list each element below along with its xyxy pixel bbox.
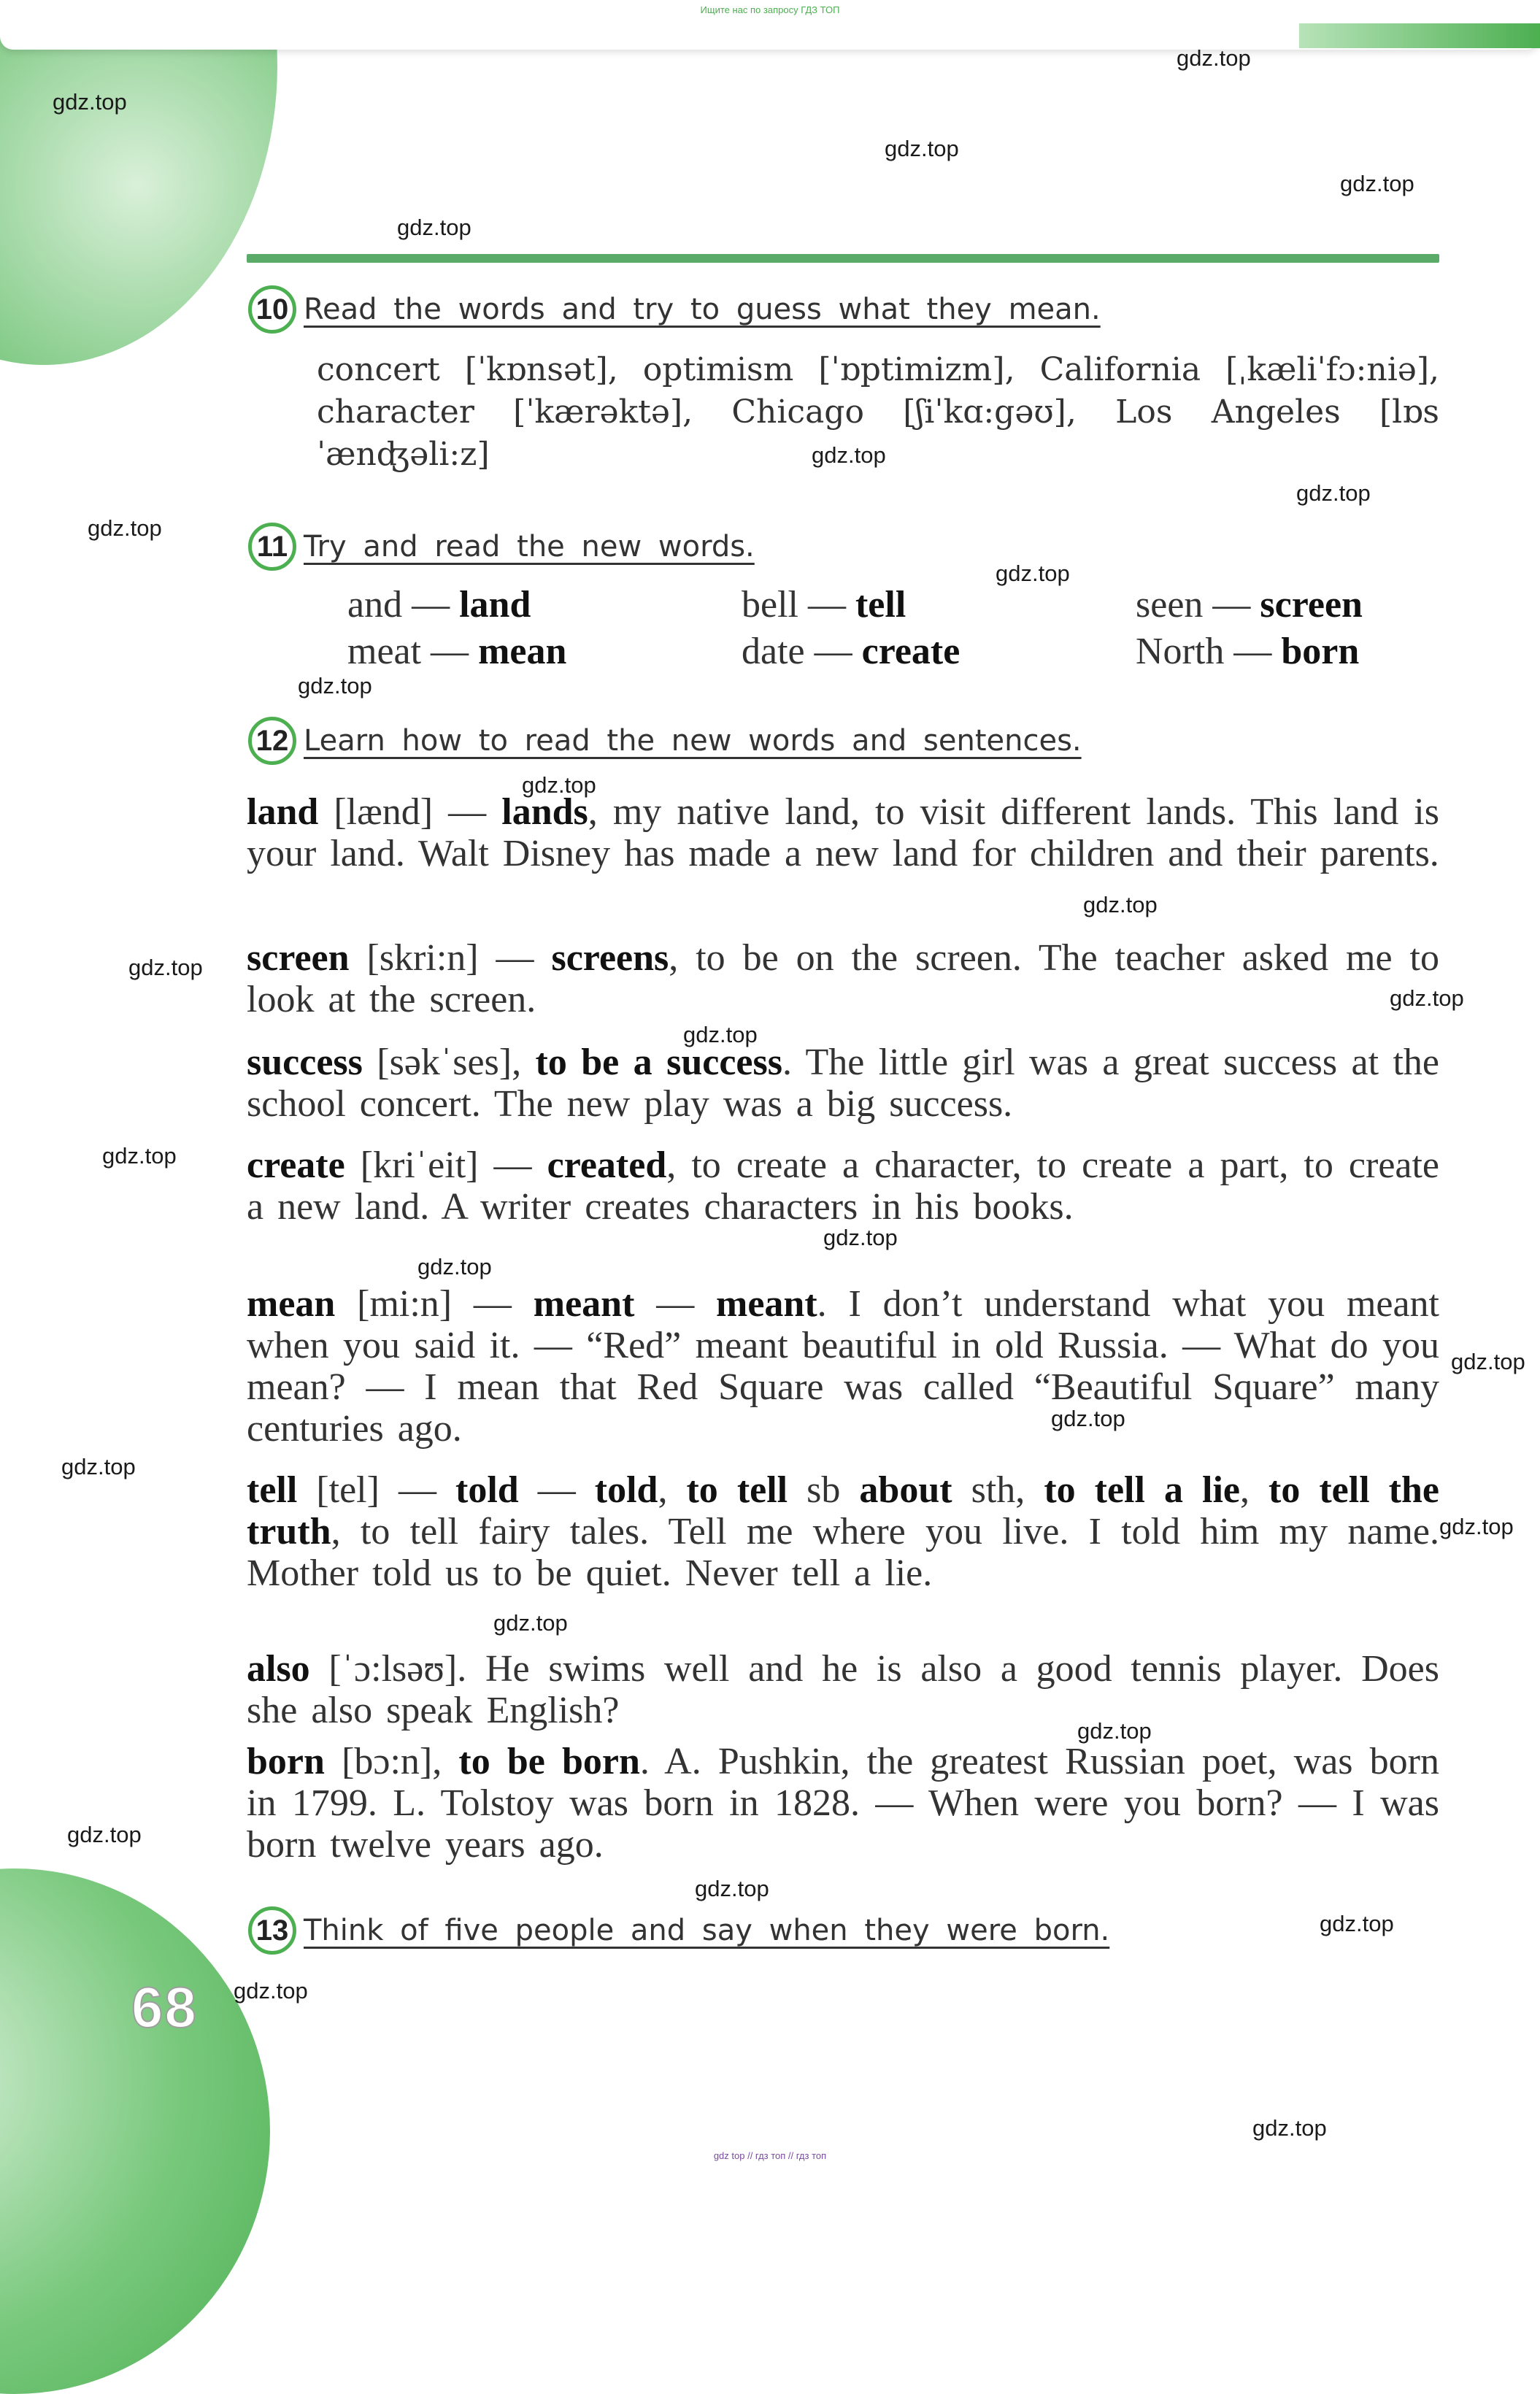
watermark-text: gdz.top: [695, 1876, 769, 1901]
watermark-text: gdz.top: [823, 1225, 898, 1250]
vocab-entry: [247, 937, 1439, 1020]
word-pair: date — create: [742, 631, 960, 672]
exercise-12-header: [248, 714, 1082, 768]
watermark-text: gdz.top: [234, 1978, 308, 2004]
vocab-text: ,: [658, 1469, 687, 1511]
watermark-text: gdz.top: [1077, 1718, 1152, 1744]
exercise-number-badge: 12: [248, 717, 296, 765]
watermark-text: gdz.top: [1177, 45, 1251, 71]
word-pair: North — born: [1136, 631, 1360, 672]
word-pair: meat — mean: [347, 631, 567, 672]
vocab-text: —: [634, 1283, 717, 1325]
exercise-10-text: concert [ˈkɒnsət], optimism [ˈɒptimizm], California [ˌkæliˈfɔ:niə], character [ˈkærəktə], Chicago [ʃiˈkɑ:gəʊ], Los Angeles [lɒs ˈænʤəli:z]: [317, 351, 1439, 473]
watermark-text: gdz.top: [885, 136, 959, 161]
vocab-text: [ˈɔ:lsəʊ]. He swims well and he is also a good tennis player. Does she also speak English?: [247, 1648, 1439, 1731]
watermark-text: gdz.top: [128, 955, 203, 980]
vocab-keyword: meant: [533, 1283, 635, 1325]
watermark-text: gdz.top: [1051, 1406, 1125, 1431]
vocab-keyword: meant: [716, 1283, 817, 1325]
exercise-number-badge: 11: [248, 523, 296, 571]
vocab-keyword: to tell: [686, 1469, 788, 1511]
watermark-text: gdz.top: [1451, 1349, 1525, 1374]
watermark-text: gdz.top: [53, 89, 127, 115]
vocab-keyword: told: [455, 1469, 519, 1511]
vocab-keyword: to tell a lie: [1044, 1469, 1240, 1511]
word-pairs-grid: [347, 584, 1471, 673]
corner-decoration-top-left: [0, 0, 277, 365]
vocab-keyword: created: [547, 1144, 667, 1186]
bottom-note: gdz top // гдз топ // гдз топ: [713, 2150, 827, 2161]
top-green-strip: [1299, 23, 1540, 48]
vocab-entry: [247, 1144, 1439, 1228]
vocab-keyword: success: [247, 1042, 363, 1083]
watermark-text: gdz.top: [1320, 1911, 1394, 1936]
vocab-keyword: tell: [247, 1469, 298, 1511]
vocab-text: [səkˈses],: [362, 1042, 536, 1083]
watermark-text: gdz.top: [61, 1454, 136, 1479]
vocab-keyword: also: [247, 1648, 310, 1690]
section-divider: [247, 254, 1439, 263]
vocab-text: —: [518, 1469, 595, 1511]
exercise-11-header: [248, 520, 755, 574]
exercise-number-badge: 13: [248, 1906, 296, 1955]
vocab-keyword: land: [247, 791, 319, 833]
watermark-text: gdz.top: [1083, 892, 1158, 917]
vocab-text: , to tell fairy tales. Tell me where you live. I told him my name. Mother told us to be quiet. Never tell a lie.: [247, 1511, 1439, 1594]
watermark-text: gdz.top: [298, 673, 372, 698]
watermark-text: gdz.top: [1252, 2115, 1327, 2141]
vocab-keyword: to be born: [458, 1741, 640, 1782]
watermark-text: gdz.top: [493, 1610, 568, 1636]
vocab-keyword: to tell the truth: [247, 1469, 1439, 1552]
vocab-keyword: to be a success: [535, 1042, 782, 1083]
word-pair: and — land: [347, 584, 531, 626]
vocab-text: . A. Pushkin, the greatest Russian poet, was born in 1799. L. Tolstoy was born in 1828. — When were you born? — I was born twelve years ago.: [247, 1741, 1439, 1866]
vocab-keyword: screen: [247, 937, 350, 979]
exercise-10-header: [248, 282, 1101, 336]
vocab-text: sth,: [952, 1469, 1044, 1511]
vocab-text: . I don’t understand what you meant when you said it. — “Red” meant beautiful in old Russia. — What do you mean? — I mean that Red Square was called “Beautiful Square” many centuries ago.: [247, 1283, 1439, 1450]
vocab-keyword: mean: [247, 1283, 336, 1325]
watermark-text: gdz.top: [683, 1022, 758, 1047]
exercise-title: Read the words and try to guess what they mean.: [304, 293, 1101, 326]
vocab-entry: [247, 1042, 1439, 1125]
vocab-text: [skri:n] —: [349, 937, 552, 979]
watermark-text: gdz.top: [88, 515, 162, 541]
watermark-text: gdz.top: [397, 215, 471, 240]
vocab-text: , my native land, to visit different lands. This land is your land. Walt Disney has made a new land for children and their parents.: [247, 791, 1439, 874]
watermark-text: gdz.top: [1439, 1514, 1514, 1539]
vocab-entry: [247, 1648, 1439, 1731]
exercise-title: Try and read the new words.: [304, 530, 755, 563]
watermark-text: gdz.top: [417, 1254, 492, 1279]
vocab-entry: [247, 1469, 1439, 1594]
vocab-text: [bɔ:n],: [324, 1741, 459, 1782]
exercise-title: Think of five people and say when they were born.: [304, 1914, 1110, 1947]
vocab-keyword: told: [594, 1469, 658, 1511]
vocab-keyword: born: [247, 1741, 325, 1782]
watermark-text: gdz.top: [1340, 171, 1414, 196]
vocab-keyword: about: [859, 1469, 952, 1511]
vocab-keyword: lands: [501, 791, 588, 833]
vocab-text: [kriˈeit] —: [344, 1144, 547, 1186]
watermark-text: gdz.top: [67, 1822, 142, 1847]
watermark-text: gdz.top: [996, 561, 1070, 586]
vocab-text: ,: [1239, 1469, 1269, 1511]
corner-decoration-bottom-left: [0, 1868, 270, 2394]
vocab-text: [lænd] —: [318, 791, 502, 833]
word-pair: seen — screen: [1136, 584, 1363, 626]
page-number: 68: [131, 1975, 198, 2039]
vocab-text: [mi:n] —: [335, 1283, 534, 1325]
watermark-text: gdz.top: [812, 442, 886, 468]
vocab-entry: [247, 1741, 1439, 1866]
exercise-number-badge: 10: [248, 285, 296, 334]
exercise-13-header: [248, 1904, 1109, 1958]
vocab-keyword: screens: [551, 937, 669, 979]
watermark-text: gdz.top: [1296, 480, 1371, 506]
watermark-text: gdz.top: [522, 772, 596, 798]
vocab-text: , to create a character, to create a part, to create a new land. A writer creates characters in his books.: [247, 1144, 1440, 1228]
top-note: Ищите нас по запросу ГДЗ ТОП: [700, 4, 840, 15]
word-pair: bell — tell: [742, 584, 906, 626]
vocab-text: sb: [788, 1469, 860, 1511]
vocab-entry: [247, 791, 1439, 874]
vocab-text: , to be on the screen. The teacher asked me to look at the screen.: [247, 937, 1439, 1020]
vocab-entry: [247, 1283, 1439, 1450]
exercise-title: Learn how to read the new words and sentences.: [304, 724, 1082, 758]
vocab-keyword: create: [247, 1144, 345, 1186]
watermark-text: gdz.top: [1390, 985, 1464, 1011]
watermark-text: gdz.top: [102, 1143, 177, 1169]
vocab-text: . The little girl was a great success at the school concert. The new play was a big success.: [247, 1042, 1440, 1125]
vocab-text: [tel] —: [297, 1469, 455, 1511]
